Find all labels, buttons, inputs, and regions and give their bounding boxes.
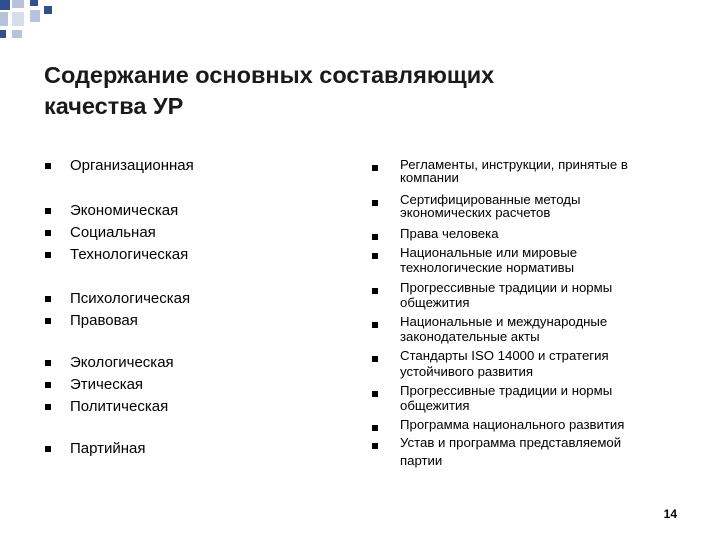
square-bullet-icon xyxy=(45,252,51,258)
right-item-line1: Устав и программа представляемой xyxy=(400,435,622,450)
right-item-line1: Права человека xyxy=(400,226,499,241)
square-bullet-icon xyxy=(372,253,378,259)
left-item-label: Организационная xyxy=(70,157,194,174)
square-bullet-icon xyxy=(372,288,378,294)
square-bullet-icon xyxy=(372,356,378,362)
square-bullet-icon xyxy=(372,322,378,328)
square-bullet-icon xyxy=(45,163,51,169)
right-item-line1: Программа национального развития xyxy=(400,417,625,432)
corner-decoration xyxy=(0,0,60,40)
square-bullet-icon xyxy=(372,425,378,431)
left-item-label: Партийная xyxy=(70,440,146,457)
left-item-label: Технологическая xyxy=(70,246,189,263)
square-bullet-icon xyxy=(372,200,378,206)
left-item-label: Психологическая xyxy=(70,290,191,307)
left-item-label: Социальная xyxy=(70,224,156,241)
right-item-line2: партии xyxy=(400,453,443,468)
right-item-line1: Сертифицированные методы xyxy=(400,192,581,207)
square-bullet-icon xyxy=(372,443,378,449)
left-item-label: Экономическая xyxy=(70,202,179,219)
square-bullet-icon xyxy=(45,230,51,236)
square-bullet-icon xyxy=(45,208,51,214)
slide-title-line1: Содержание основных составляющих xyxy=(44,62,495,88)
square-bullet-icon xyxy=(45,446,51,452)
right-item-line2: общежития xyxy=(400,295,470,310)
square-bullet-icon xyxy=(45,382,51,388)
right-item-line1: Национальные или мировые xyxy=(400,245,578,260)
left-item-label: Этическая xyxy=(70,376,144,393)
slide-title-line2: качества УР xyxy=(44,93,184,119)
page-number: 14 xyxy=(663,507,677,521)
square-bullet-icon xyxy=(45,318,51,324)
square-bullet-icon xyxy=(372,234,378,240)
right-item-line2: технологические нормативы xyxy=(400,260,575,275)
right-item-line1: Национальные и международные xyxy=(400,314,608,329)
right-item-line2: устойчивого развития xyxy=(400,364,534,379)
right-item-line1: Регламенты, инструкции, принятые в xyxy=(400,157,628,172)
right-item-line2: экономических расчетов xyxy=(400,205,551,220)
right-item-line2: компании xyxy=(400,170,459,185)
left-item-label: Правовая xyxy=(70,312,138,329)
right-item-line1: Прогрессивные традиции и нормы xyxy=(400,280,613,295)
square-bullet-icon xyxy=(372,165,378,171)
right-item-line1: Прогрессивные традиции и нормы xyxy=(400,383,613,398)
square-bullet-icon xyxy=(45,296,51,302)
left-item-label: Экологическая xyxy=(70,354,174,371)
square-bullet-icon xyxy=(372,391,378,397)
square-bullet-icon xyxy=(45,360,51,366)
right-item-line2: общежития xyxy=(400,398,470,413)
left-item-label: Политическая xyxy=(70,398,169,415)
square-bullet-icon xyxy=(45,404,51,410)
right-item-line1: Стандарты ISO 14000 и стратегия xyxy=(400,348,609,363)
right-item-line2: законодательные акты xyxy=(400,329,540,344)
slide-title xyxy=(44,60,664,122)
